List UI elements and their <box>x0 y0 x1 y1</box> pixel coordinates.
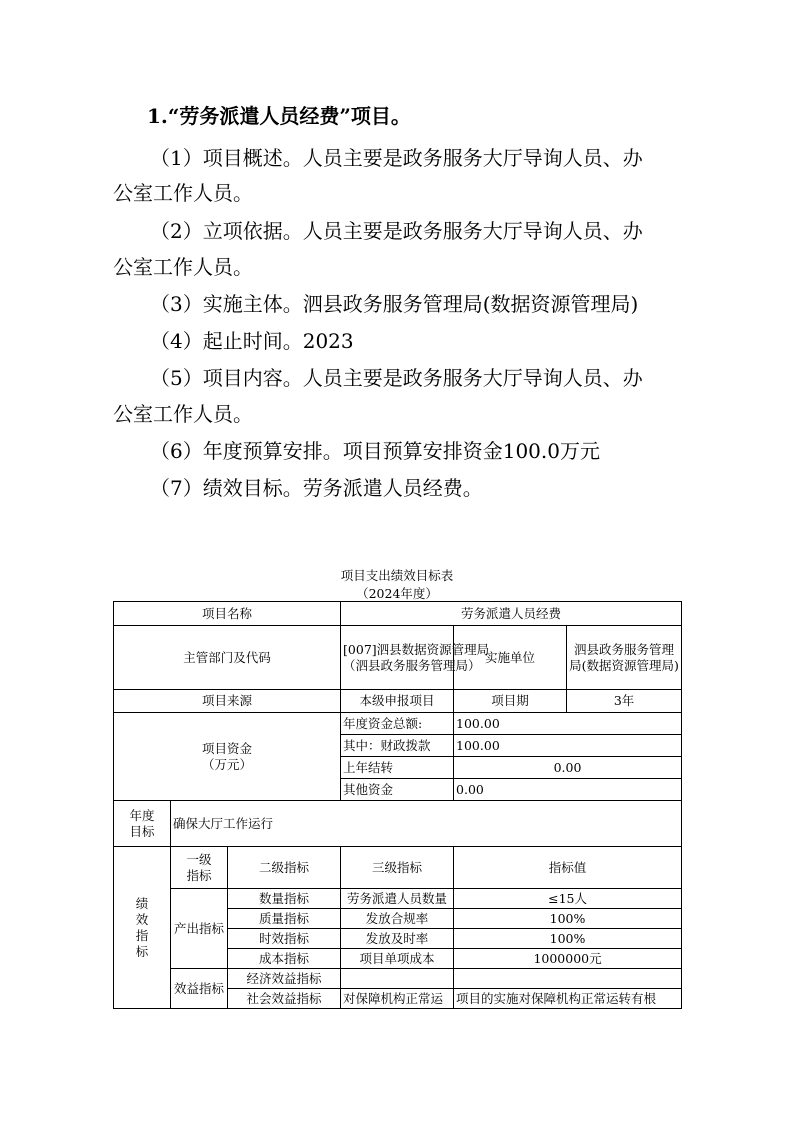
paragraph-overview-cont: 公室工作人员。 <box>113 181 253 205</box>
table-year: （2024年度） <box>356 586 438 601</box>
table-row-value: 1000000元 <box>454 949 682 969</box>
table-row-level2: 社会效益指标 <box>228 989 341 1009</box>
col-value-header: 指标值 <box>454 847 682 889</box>
period-label: 项目期 <box>454 690 567 713</box>
table-row-value: 100% <box>454 909 682 929</box>
table-title: 项目支出绩效目标表 <box>340 568 454 583</box>
goal-label-line1: 年度 <box>129 807 155 823</box>
funds-fiscal-label: 其中：财政拨款 <box>341 735 454 757</box>
table-row-level3: 发放及时率 <box>341 929 454 949</box>
funds-fiscal-value: 100.00 <box>454 735 682 757</box>
funds-carryover-label: 上年结转 <box>341 757 454 779</box>
project-name-value: 劳务派遣人员经费 <box>341 602 682 626</box>
paragraph-overview: （1）项目概述。人员主要是政务服务大厅导询人员、办 <box>150 146 643 170</box>
funds-label-line2: （万元） <box>202 756 253 772</box>
table-row-level3 <box>341 969 454 989</box>
paragraph-content: （5）项目内容。人员主要是政务服务大厅导询人员、办 <box>150 366 643 390</box>
table-row-level3: 项目单项成本 <box>341 949 454 969</box>
paragraph-goal: （7）绩效目标。劳务派遣人员经费。 <box>150 476 483 500</box>
paragraph-budget: （6）年度预算安排。项目预算安排资金100.0万元 <box>150 439 600 463</box>
paragraph-basis: （2）立项依据。人员主要是政务服务大厅导询人员、办 <box>150 219 643 243</box>
source-value: 本级申报项目 <box>341 690 454 713</box>
col-level1-line2: 指标 <box>186 867 212 883</box>
table-row-value: 项目的实施对保障机构正常运转有根 <box>454 989 682 1009</box>
table-row-level2: 时效指标 <box>228 929 341 949</box>
table-row-level3: 发放合规率 <box>341 909 454 929</box>
output-indicator-label: 产出指标 <box>171 889 228 969</box>
performance-table <box>113 601 682 1009</box>
perf-indicator-label <box>114 847 171 1009</box>
paragraph-basis-cont: 公室工作人员。 <box>113 255 253 279</box>
col-level1-line1: 一级 <box>186 851 212 867</box>
col-level3-header: 三级指标 <box>341 847 454 889</box>
perf-label-char: 指 <box>135 927 149 943</box>
table-row-level2: 经济效益指标 <box>228 969 341 989</box>
impl-value: 泗县政务服务管理局(数据资源管理局) <box>567 626 682 690</box>
perf-label-char: 绩 <box>135 895 149 911</box>
source-label: 项目来源 <box>114 690 341 713</box>
goal-label-line2: 目标 <box>129 823 155 839</box>
table-row-value: 100% <box>454 929 682 949</box>
funds-other-value: 0.00 <box>454 779 682 801</box>
dept-value <box>341 626 490 690</box>
funds-label-line1: 项目资金 <box>202 740 253 756</box>
table-row-value <box>454 969 682 989</box>
paragraph-duration: （4）起止时间。2023 <box>150 329 354 353</box>
impl-label: 实施单位 <box>454 626 567 690</box>
col-level2-header: 二级指标 <box>228 847 341 889</box>
paragraph-content-cont: 公室工作人员。 <box>113 402 253 426</box>
paragraph-implementer: （3）实施主体。泗县政务服务管理局(数据资源管理局) <box>150 292 639 316</box>
perf-label-char: 标 <box>135 943 149 959</box>
funds-other-label: 其他资金 <box>341 779 454 801</box>
funds-total-value: 100.00 <box>454 713 682 735</box>
dept-value-line1: [007]泗县数据资源管理局 <box>343 641 490 657</box>
funds-label <box>114 713 341 801</box>
dept-label: 主管部门及代码 <box>114 626 341 690</box>
table-row-level3: 劳务派遣人员数量 <box>341 889 454 909</box>
project-name-label: 项目名称 <box>114 602 341 626</box>
section-heading: 1.“劳务派遣人员经费”项目。 <box>147 104 411 128</box>
funds-carryover-value: 0.00 <box>454 757 682 779</box>
goal-value: 确保大厅工作运行 <box>171 801 682 847</box>
table-row-level3: 对保障机构正常运 <box>341 989 454 1009</box>
table-row-value: ≤15人 <box>454 889 682 909</box>
period-value: 3年 <box>567 690 682 713</box>
dept-value-line2: （泗县政务服务管理局） <box>343 657 481 673</box>
goal-label <box>114 801 171 847</box>
funds-total-label: 年度资金总额: <box>341 713 454 735</box>
benefit-indicator-label: 效益指标 <box>171 969 228 1009</box>
col-level1-header <box>171 847 228 889</box>
table-row-level2: 成本指标 <box>228 949 341 969</box>
perf-label-char: 效 <box>135 911 149 927</box>
table-row-level2: 质量指标 <box>228 909 341 929</box>
table-row-level2: 数量指标 <box>228 889 341 909</box>
